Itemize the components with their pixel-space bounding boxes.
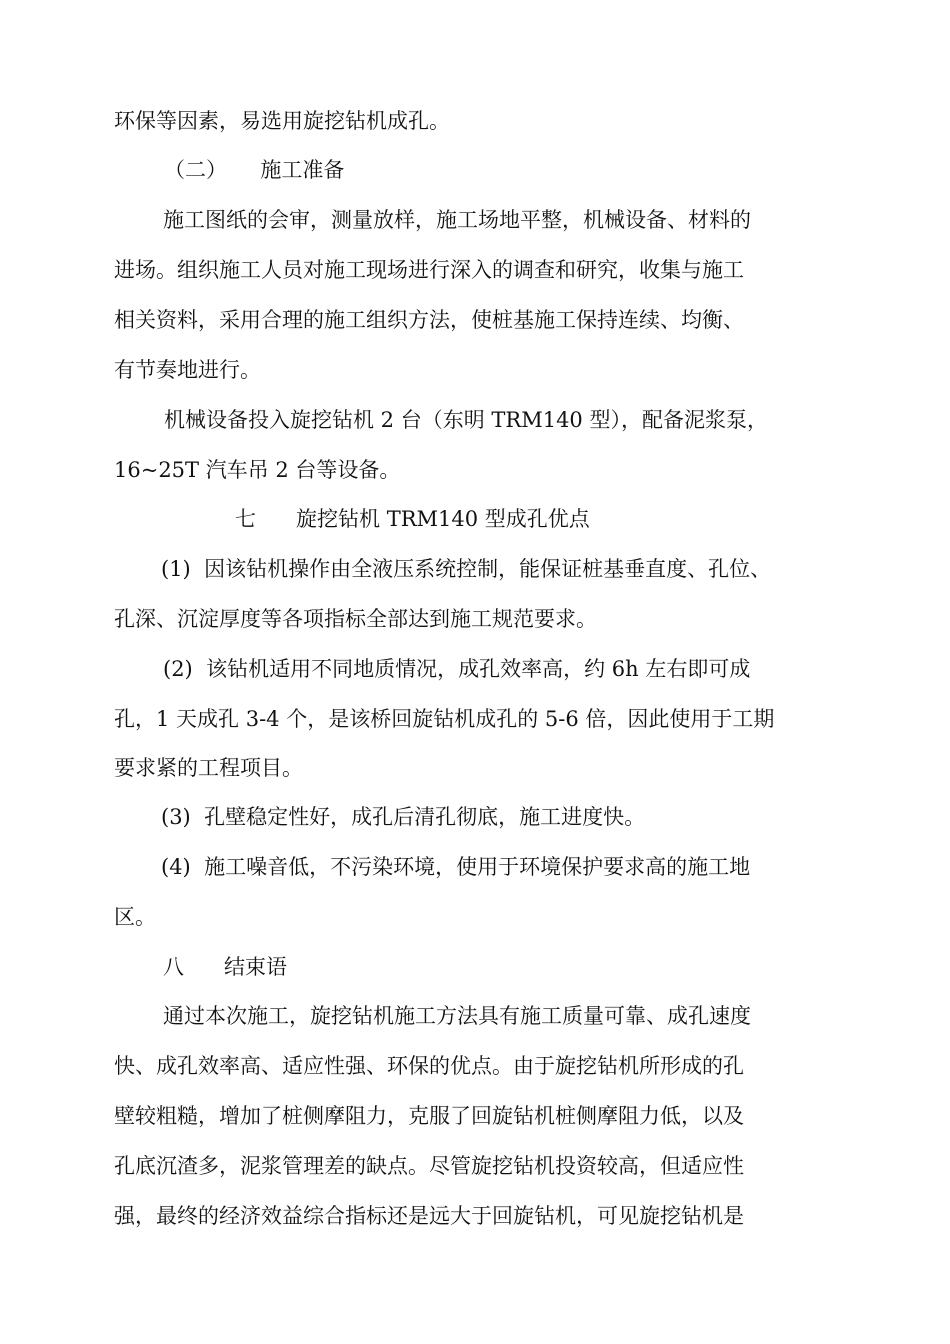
text-line: 壁较粗糙，增加了桩侧摩阻力，克服了回旋钻机桩侧摩阻力低，以及 [114, 1104, 744, 1128]
section-heading: 七 旋挖钻机 TRM140 型成孔优点 [235, 507, 590, 531]
text-line: 16~25T 汽车吊 2 台等设备。 [114, 458, 401, 482]
text-line: 环保等因素，易选用旋挖钻机成孔。 [114, 109, 450, 133]
text-line: 施工图纸的会审，测量放样，施工场地平整，机械设备、材料的 [163, 208, 751, 232]
text-line: 相关资料，采用合理的施工组织方法，使桩基施工保持连续、均衡、 [114, 308, 744, 332]
list-item: (4) 施工噪音低，不污染环境，使用于环境保护要求高的施工地 [161, 855, 751, 879]
text-line: 区。 [114, 905, 156, 929]
text-line: 通过本次施工，旋挖钻机施工方法具有施工质量可靠、成孔速度 [163, 1004, 751, 1028]
section-heading: （二） 施工准备 [164, 158, 345, 182]
text-line: 进场。组织施工人员对施工现场进行深入的调查和研究，收集与施工 [114, 258, 744, 282]
text-line: 有节奏地进行。 [114, 358, 261, 382]
text-line: 机械设备投入旋挖钻机 2 台（东明 TRM140 型），配备泥浆泵， [164, 408, 768, 432]
section-heading: 八 结束语 [163, 955, 288, 979]
list-item: (2) 该钻机适用不同地质情况，成孔效率高，约 6h 左右即可成 [163, 657, 751, 681]
text-line: 孔深、沉淀厚度等各项指标全部达到施工规范要求。 [114, 607, 597, 631]
text-line: 强，最终的经济效益综合指标还是远大于回旋钻机，可见旋挖钻机是 [114, 1204, 744, 1228]
list-item: (3) 孔壁稳定性好，成孔后清孔彻底，施工进度快。 [161, 805, 646, 829]
text-line: 孔，1 天成孔 3-4 个，是该桥回旋钻机成孔的 5-6 倍，因此使用于工期 [114, 707, 775, 731]
text-line: 要求紧的工程项目。 [114, 756, 303, 780]
text-line: 孔底沉渣多，泥浆管理差的缺点。尽管旋挖钻机投资较高，但适应性 [114, 1154, 744, 1178]
list-item: (1) 因该钻机操作由全液压系统控制，能保证桩基垂直度、孔位、 [161, 557, 772, 581]
text-line: 快、成孔效率高、适应性强、环保的优点。由于旋挖钻机所形成的孔 [114, 1054, 744, 1078]
